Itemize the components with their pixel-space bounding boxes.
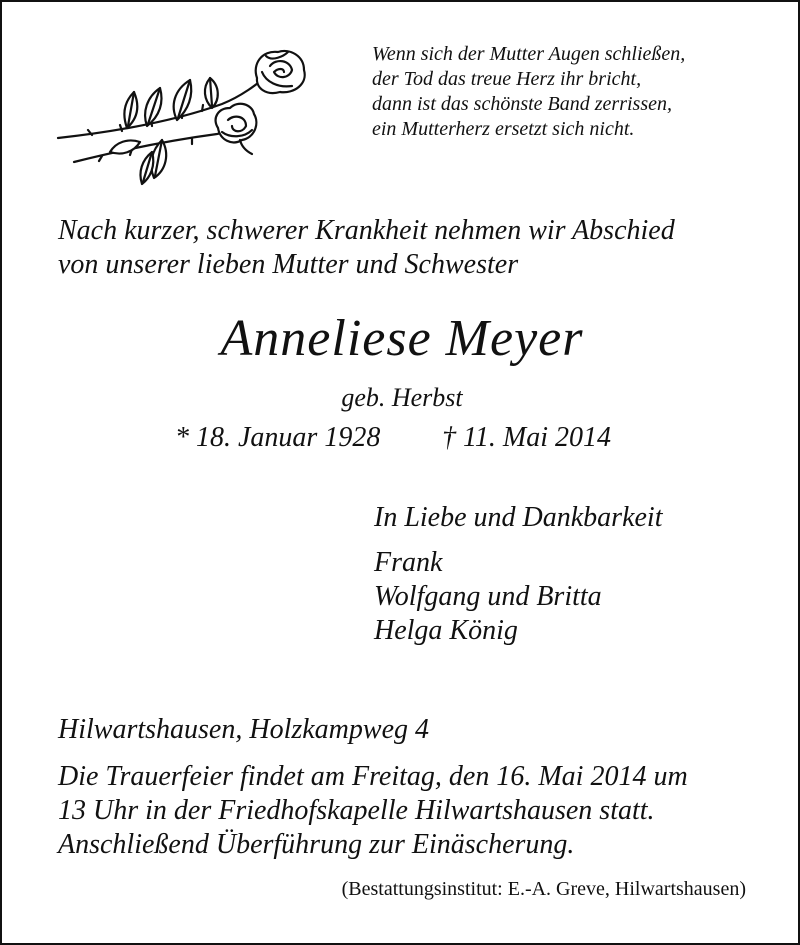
intro-text: [58, 214, 778, 282]
service-line: Anschließend Überführung zur Einäscherung.: [58, 829, 575, 860]
birth-date: * 18. Januar 1928: [175, 422, 381, 453]
death-date: † 11. Mai 2014: [442, 422, 612, 453]
intro-line: von unserer lieben Mutter und Schwester: [58, 249, 519, 280]
poem-line: der Tod das treue Herz ihr bricht,: [372, 68, 642, 90]
mourners-list: [374, 546, 602, 648]
maiden-name: geb. Herbst: [341, 383, 463, 412]
service-line: Die Trauerfeier findet am Freitag, den 16. Mai 2014 um: [58, 761, 688, 792]
deceased-name: Anneliese Meyer: [220, 310, 584, 367]
funeral-service-info: [58, 760, 688, 862]
poem-line: Wenn sich der Mutter Augen schließen,: [372, 43, 686, 65]
poem-line: ein Mutterherz ersetzt sich nicht.: [372, 118, 635, 140]
undertaker-credit: (Bestattungsinstitut: E.-A. Greve, Hilwartshausen): [341, 878, 746, 900]
mourner-name: Helga König: [374, 615, 518, 646]
rose-branch-icon: [52, 42, 312, 202]
address: Hilwartshausen, Holzkampweg 4: [58, 714, 429, 745]
poem: [372, 42, 772, 142]
mourner-name: Frank: [374, 547, 443, 578]
service-line: 13 Uhr in der Friedhofskapelle Hilwartshausen statt.: [58, 795, 655, 826]
mourner-name: Wolfgang und Britta: [374, 581, 602, 612]
poem-line: dann ist das schönste Band zerrissen,: [372, 93, 672, 115]
intro-line: Nach kurzer, schwerer Krankheit nehmen wir Abschied: [58, 215, 675, 246]
thanks-line: In Liebe und Dankbarkeit: [374, 502, 663, 533]
